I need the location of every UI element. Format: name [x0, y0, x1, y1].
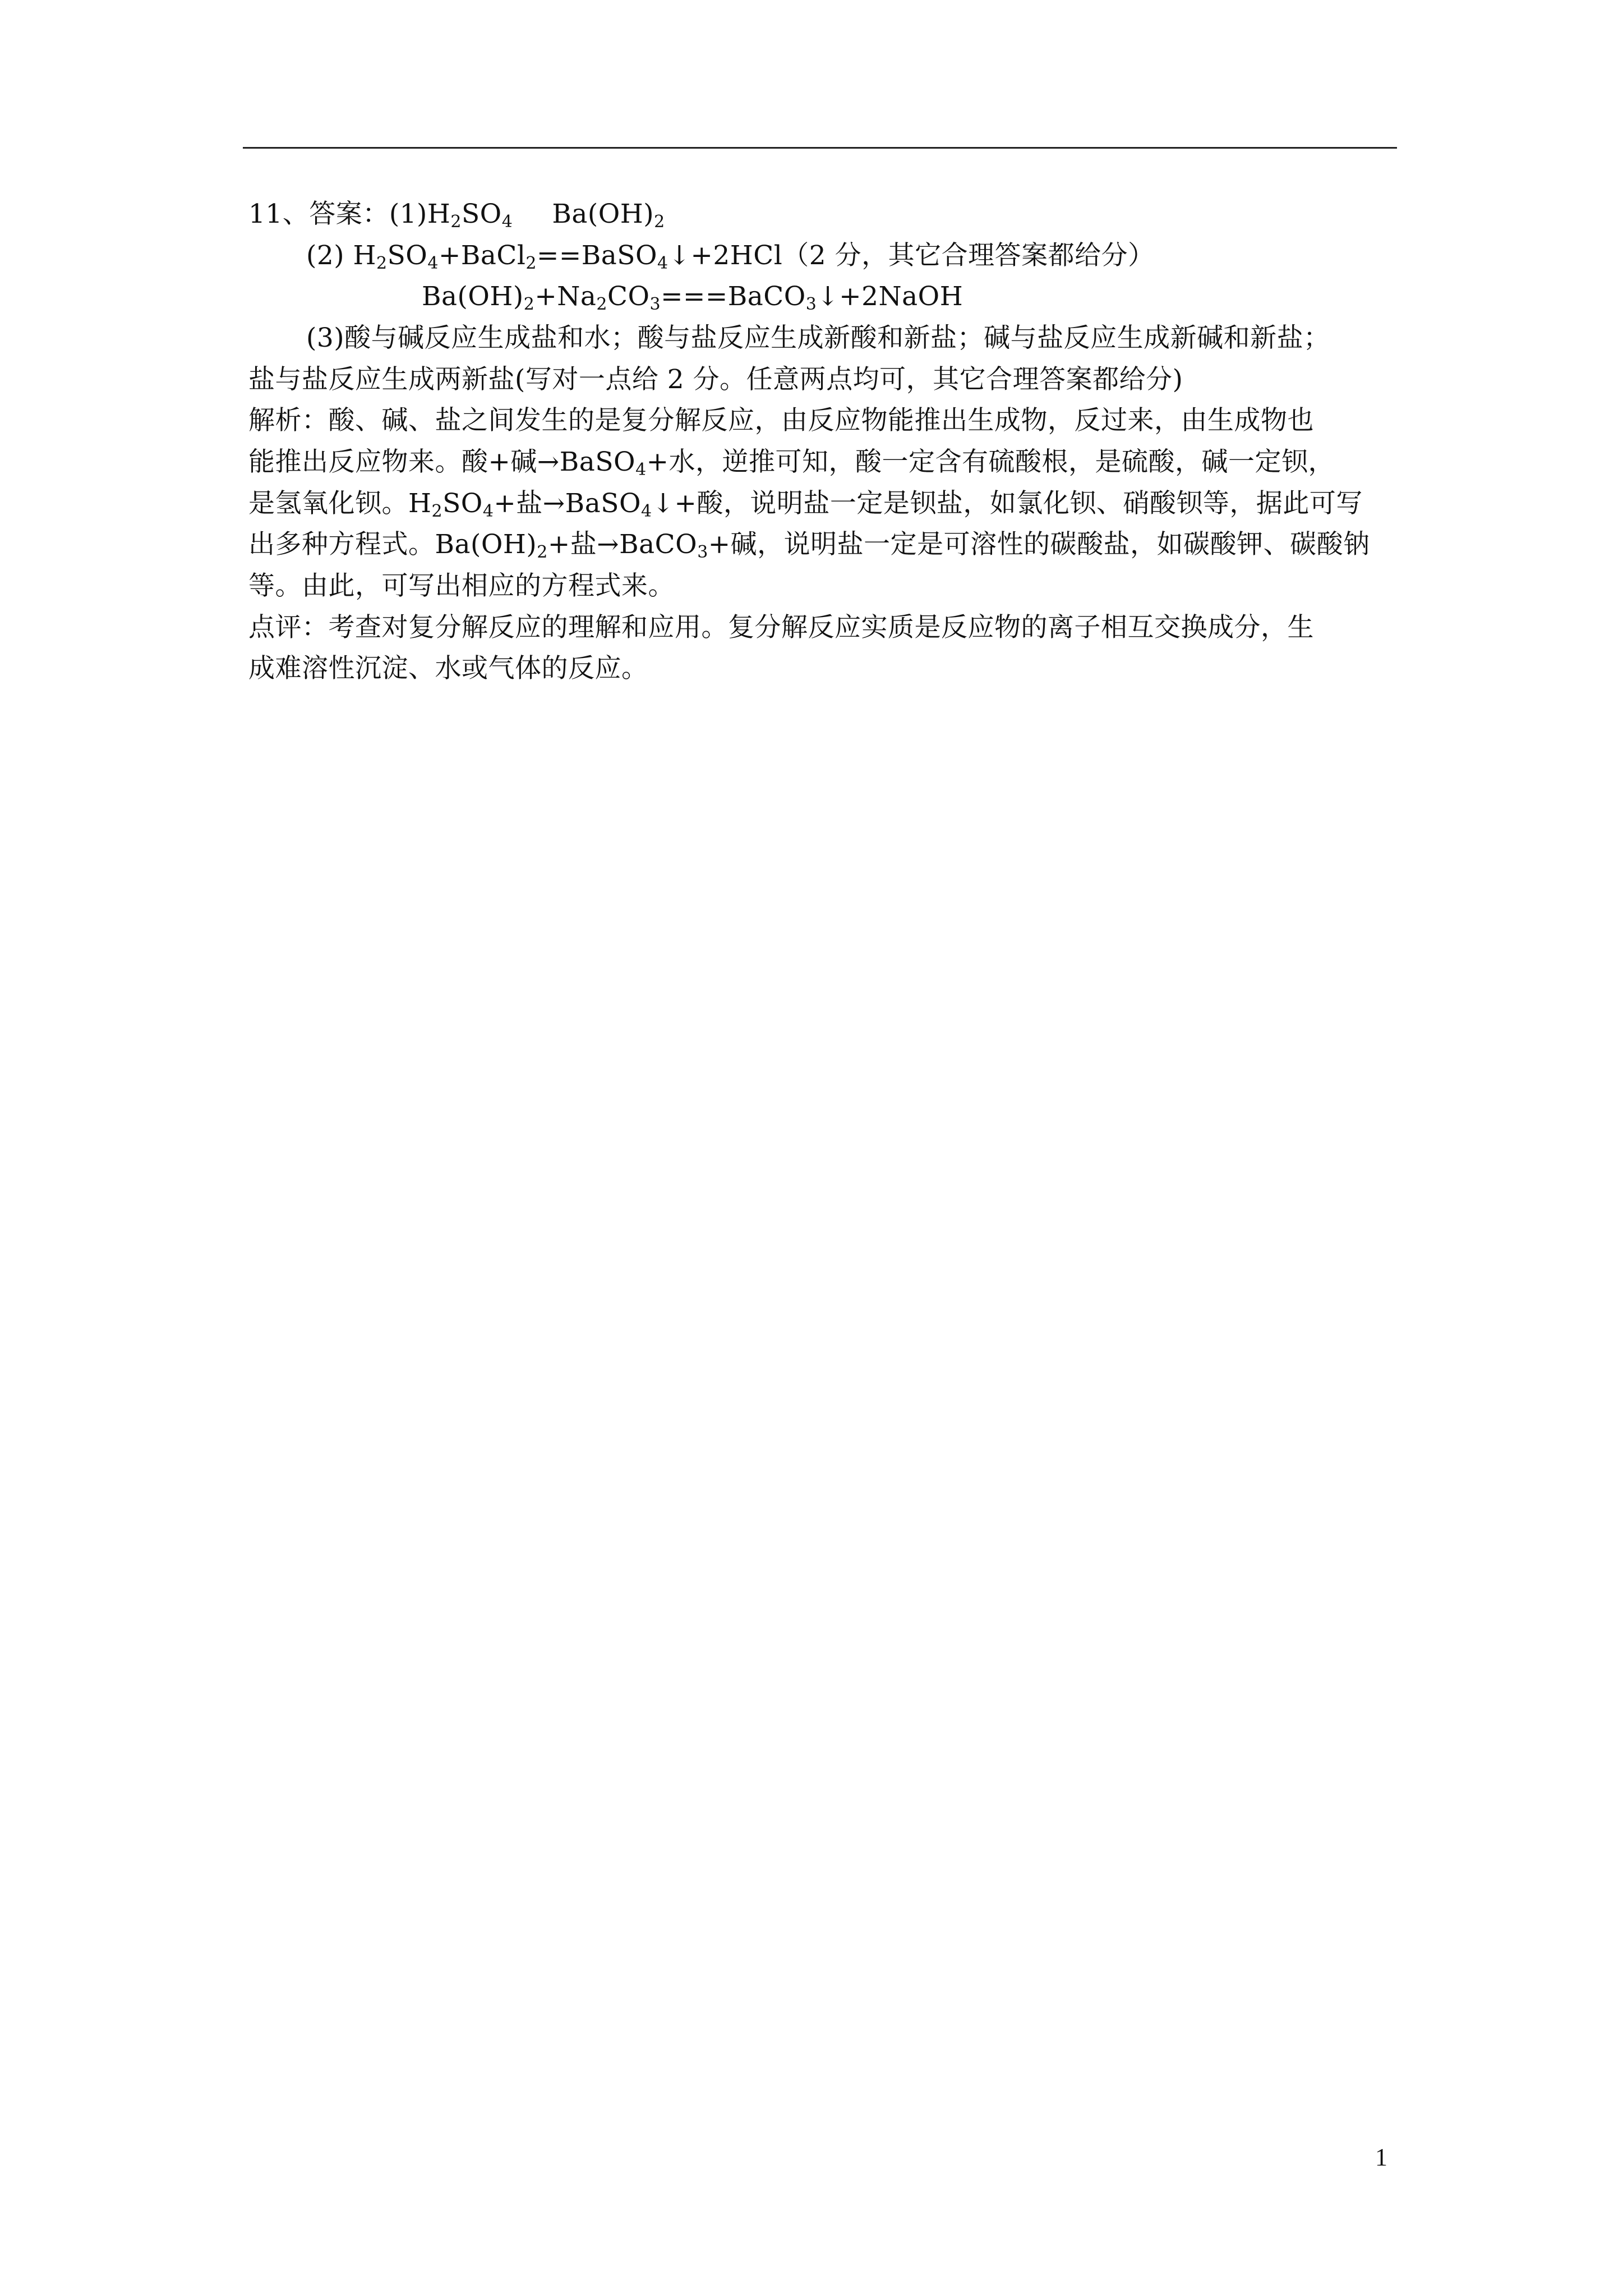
page-number: 1 [1375, 2143, 1387, 2171]
equation-1: $H_2SO_4+BaCl_2==BaSO_4↓+2HCl$ [353, 240, 783, 273]
formula-base: $Ba(OH)_2$ [552, 199, 665, 232]
answer-line-1 [248, 198, 665, 231]
part1-prefix: (1) [389, 199, 427, 229]
part3-line-2: 盐与盐反应生成两新盐(写对一点给 2 分。任意两点均可，其它合理答案都给分) [248, 364, 1183, 395]
analysis-line-4: 出多种方程式。$Ba(OH)_2+$盐→BaCO$_3$+碱，说明盐一定是可溶性的碳酸盐，如碳酸钾、碳酸钠 [248, 529, 1370, 562]
analysis-line-2: 能推出反应物来。酸+碱→BaSO$_4$+水，逆推可知，酸一定含有硫酸根，是硫酸，碱一定钡， [248, 447, 1335, 480]
equation-2: $Ba(OH)_2+Na_2CO_3===BaCO_3↓+2NaOH$ [422, 281, 963, 314]
formula-acid: $H_2SO_4$ [427, 199, 513, 232]
comment-line-2: 成难溶性沉淀、水或气体的反应。 [248, 653, 648, 684]
part2-prefix: (2) [306, 240, 353, 271]
part3-line-1: (3)酸与碱反应生成盐和水；酸与盐反应生成新酸和新盐；碱与盐反应生成新碱和新盐； [306, 323, 1330, 353]
analysis-line-5: 等。由此，可写出相应的方程式来。 [248, 570, 675, 601]
analysis-line-1: 解析：酸、碱、盐之间发生的是复分解反应，由反应物能推出生成物，反过来，由生成物也 [248, 405, 1314, 436]
answer-label: 11、答案： [248, 199, 389, 229]
analysis-line-3: 是氢氧化钡。$H_2SO_4+$盐→BaSO$_4$↓+酸，说明盐一定是钡盐，如氯化钡、硝酸钡等，据此可写 [248, 488, 1363, 521]
answer-line-2 [306, 240, 1155, 272]
answer-line-3 [422, 280, 963, 313]
header-rule [243, 147, 1397, 149]
part2-note: （2 分，其它合理答案都给分） [782, 240, 1155, 271]
comment-line-1: 点评：考查对复分解反应的理解和应用。复分解反应实质是反应物的离子相互交换成分，生 [248, 612, 1314, 643]
